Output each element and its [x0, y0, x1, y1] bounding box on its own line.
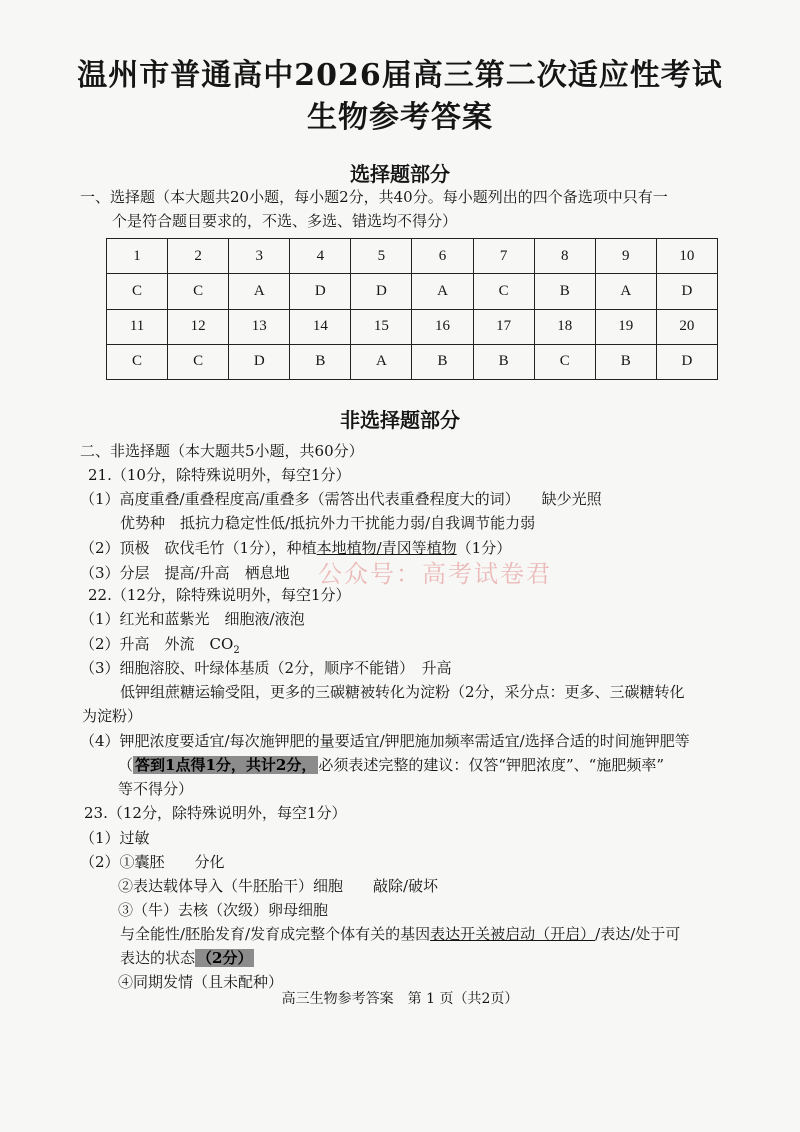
question-number-row: [107, 309, 718, 344]
q21-answer-1a: （1）高度重叠/重叠程度高/重叠多（需答出代表重叠程度大的词）: [80, 490, 520, 508]
question-number-cell: 7: [473, 239, 534, 274]
answer-cell: D: [290, 274, 351, 309]
answer-cell: C: [107, 274, 168, 309]
q23-answer-6: [120, 947, 254, 969]
question-number-cell: 8: [534, 239, 595, 274]
q22-answer-3: （3）细胞溶胶、叶绿体基质（2分，顺序不能错） 升高: [80, 659, 452, 677]
q23-answer-3: ②表达载体导入（牛胚胎干）细胞 敲除/破坏: [118, 877, 439, 895]
answer-cell: C: [534, 344, 595, 379]
question-number-cell: 12: [168, 309, 229, 344]
answer-cell: B: [534, 274, 595, 309]
question-number-cell: 3: [229, 239, 290, 274]
q22-answer-2a: （2）升高 外流 CO: [80, 635, 234, 653]
answer-row: [107, 274, 718, 309]
answer-row: [107, 344, 718, 379]
question-number-cell: 5: [351, 239, 412, 274]
answer-cell: B: [412, 344, 473, 379]
q21-answer-3c: （1分）: [456, 539, 512, 557]
question-number-cell: 9: [595, 239, 656, 274]
watermark-text: 公众号：高考试卷君: [318, 560, 552, 588]
q22-highlight-score: 答到1点得1分，共计2分，: [135, 756, 317, 774]
question-number-row: [107, 239, 718, 274]
q23-answer-5c: /表达/处于可: [595, 925, 681, 943]
question-number-cell: 19: [595, 309, 656, 344]
answer-cell: B: [595, 344, 656, 379]
q22-answer-7rest: 必须表述完整的建议：仅答“钾肥浓度”、“施肥频率”: [318, 756, 665, 774]
q21-answer-2: 优势种 抵抗力稳定性低/抵抗外力干扰能力弱/自我调节能力弱: [120, 514, 536, 532]
question-number-cell: 4: [290, 239, 351, 274]
q22-answer-1: （1）红光和蓝紫光 细胞液/液泡: [80, 610, 305, 628]
page-footer: 高三生物参考答案 第 1 页（共2页）: [281, 991, 519, 1007]
answer-cell: D: [656, 274, 717, 309]
answer-cell: B: [473, 344, 534, 379]
q22-answer-7open: （: [118, 756, 134, 774]
q21-answer-4: （3）分层 提高/升高 栖息地: [80, 564, 290, 582]
q21-answer-3b: 本地植物/青冈等植物: [316, 539, 457, 557]
answer-cell: A: [351, 344, 412, 379]
answer-cell: C: [168, 344, 229, 379]
answer-cell: D: [351, 274, 412, 309]
question-number-cell: 15: [351, 309, 412, 344]
q23-answer-4: ③（牛）去核（次级）卵母细胞: [118, 901, 329, 919]
q23-answer-5b: 表达开关被启动（开启）: [430, 925, 596, 943]
answer-cell: A: [412, 274, 473, 309]
question-number-cell: 10: [656, 239, 717, 274]
q23-answer-2: （2）①囊胚 分化: [80, 853, 225, 871]
answer-cell: A: [229, 274, 290, 309]
q23-heading: 23.（12分，除特殊说明外，每空1分）: [84, 804, 347, 822]
choice-instruction: 一、选择题（本大题共20小题，每小题2分，共40分。每小题列出的四个备选项中只有一: [80, 188, 668, 206]
q23-highlight-score: （2分）: [197, 949, 253, 967]
answer-cell: C: [473, 274, 534, 309]
q23-answer-1: （1）过敏: [80, 829, 150, 847]
nonchoice-intro: 二、非选择题（本大题共5小题，共60分）: [80, 442, 364, 460]
q23-answer-7: ④同期发情（且未配种）: [118, 973, 284, 991]
answer-table: [106, 238, 718, 380]
question-number-cell: 16: [412, 309, 473, 344]
section-heading-nonchoice: 非选择题部分: [340, 408, 460, 432]
q23-answer-5a: 与全能性/胚胎发育/发育成完整个体有关的基因: [120, 925, 431, 943]
question-number-cell: 2: [168, 239, 229, 274]
q22-heading: 22.（12分，除特殊说明外，每空1分）: [88, 586, 351, 604]
answer-cell: D: [656, 344, 717, 379]
answer-cell: D: [229, 344, 290, 379]
question-number-cell: 6: [412, 239, 473, 274]
choice-instruction-cont: 个是符合题目要求的，不选、多选、错选均不得分）: [112, 212, 458, 230]
q21-heading: 21.（10分，除特殊说明外，每空1分）: [88, 466, 351, 484]
q23-answer-5: [120, 923, 680, 945]
q21-answer-1: [80, 488, 602, 510]
section-heading-choice: 选择题部分: [350, 162, 450, 186]
q22-answer-8: 等不得分）: [118, 780, 194, 798]
q22-answer-4: 低钾组蔗糖运输受阻，更多的三碳糖被转化为淀粉（2分，采分点：更多、三碳糖转化: [120, 683, 685, 701]
q22-answer-6: （4）钾肥浓度要适宜/每次施钾肥的量要适宜/钾肥施加频率需适宜/选择合适的时间施钾肥等: [80, 732, 690, 750]
q22-answer-5: 为淀粉）: [82, 707, 143, 725]
question-number-cell: 11: [107, 309, 168, 344]
answer-cell: A: [595, 274, 656, 309]
question-number-cell: 1: [107, 239, 168, 274]
question-number-cell: 17: [473, 309, 534, 344]
question-number-cell: 13: [229, 309, 290, 344]
answer-cell: C: [107, 344, 168, 379]
document-subtitle: 生物参考答案: [307, 100, 493, 135]
q21-answer-3a: （2）顶极 砍伐毛竹（1分），种植: [80, 539, 317, 557]
question-number-cell: 14: [290, 309, 351, 344]
document-title: 温州市普通高中2026届高三第二次适应性考试: [77, 58, 723, 93]
answer-cell: C: [168, 274, 229, 309]
question-number-cell: 20: [656, 309, 717, 344]
q22-answer-2sub: 2: [233, 645, 240, 656]
q21-answer-1b: 缺少光照: [541, 490, 602, 508]
answer-cell: B: [290, 344, 351, 379]
q23-answer-6a: 表达的状态: [120, 949, 196, 967]
q22-answer-7: [118, 754, 664, 776]
question-number-cell: 18: [534, 309, 595, 344]
